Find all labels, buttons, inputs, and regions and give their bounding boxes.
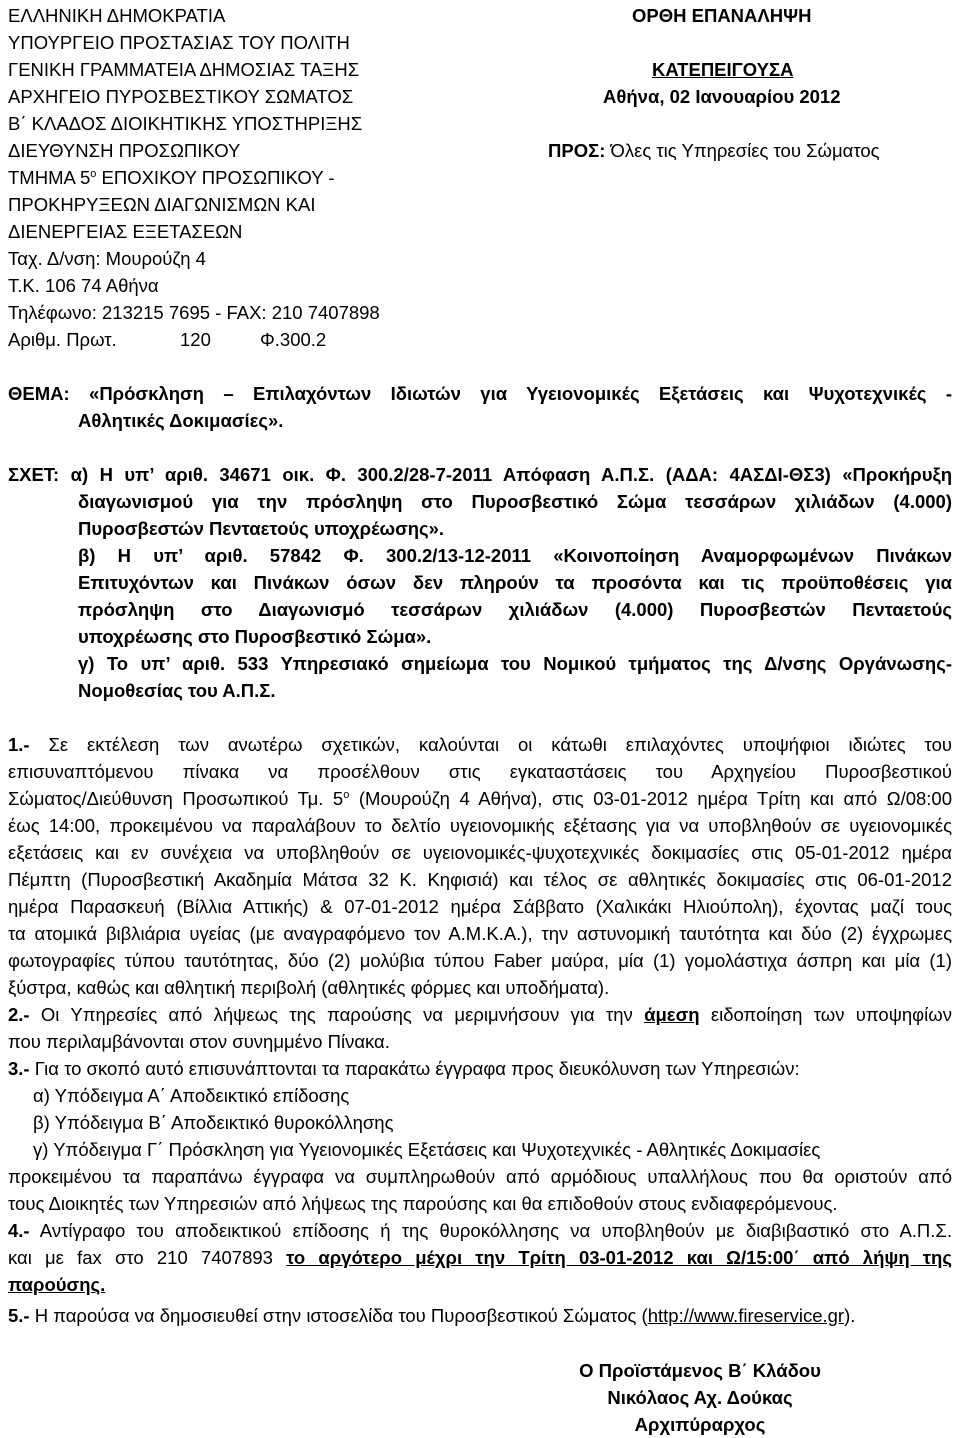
paragraph-line: 5.- Η παρούσα να δημοσιευθεί στην ιστοσελίδα του Πυροσβεστικού Σώματος (http://www.fireservice.gr). bbox=[8, 1305, 856, 1326]
paragraph-line: 3.- Για το σκοπό αυτό επισυνάπτονται τα παρακάτω έγγραφα προς διευκόλυνση των Υπηρεσιών: bbox=[8, 1058, 800, 1079]
paragraph-line: προκειμένου τα παραπάνω έγγραφα να συμπληρωθούν από αρμόδιους υπαλλήλους που θα οριστούν από bbox=[8, 1166, 952, 1187]
paragraph-line: φωτογραφίες τύπου ταυτότητας, δύο (2) μολύβια τύπου Faber μαύρα, μία (1) γομολάστιχα άσπρη και μία (1) bbox=[8, 950, 952, 971]
correct-repeat-label: ΟΡΘΗ ΕΠΑΝΑΛΗΨΗ bbox=[632, 5, 812, 26]
issuer-line: ΠΡΟΚΗΡΥΞΕΩΝ ΔΙΑΓΩΝΙΣΜΩΝ ΚΑΙ bbox=[8, 194, 316, 215]
paragraph-line: ημέρα Παρασκευή (Βίλλια Αττικής) & 07-01-2012 ημέρα Σάββατο (Χαλικάκι Ηλιούπολη), έχοντας μαζί τους bbox=[8, 896, 952, 917]
paragraph-line: 4.- Αντίγραφο του αποδεικτικού επίδοσης ή της θυροκόλλησης να υποβληθούν με διαβιβαστικό στο Α.Π.Σ. bbox=[8, 1220, 952, 1241]
related-b: πρόσληψη στο Διαγωνισμό τεσσάρων χιλιάδων (4.000) Πυροσβεστών Πενταετούς bbox=[78, 599, 952, 620]
subject-line: Αθλητικές Δοκιμασίες». bbox=[78, 410, 284, 431]
issuer-line: Β΄ ΚΛΑΔΟΣ ΔΙΟΙΚΗΤΙΚΗΣ ΥΠΟΣΤΗΡΙΞΗΣ bbox=[8, 113, 363, 134]
paragraph-line: εξετάσεις και εν συνέχεια να υποβληθούν σε υγειονομικές-ψυχοτεχνικές δοκιμασίες στις 05-01-2012 ημέρα bbox=[8, 842, 952, 863]
deadline-emphasis: παρούσης. bbox=[8, 1274, 106, 1295]
issuer-line: ΔΙΕΝΕΡΓΕΙΑΣ ΕΞΕΤΑΣΕΩΝ bbox=[8, 221, 243, 242]
related-b: β) Η υπ’ αριθ. 57842 Φ. 300.2/13-12-2011 «Κοινοποίηση Αναμορφωμένων Πινάκων bbox=[78, 545, 952, 566]
related-a: Πυροσβεστών Πενταετούς υποχρέωσης». bbox=[78, 518, 445, 539]
paragraph-line: και με fax στο 210 7407893 το αργότερο μέχρι την Τρίτη 03-01-2012 και Ω/15:00΄ από λήψη της bbox=[8, 1247, 952, 1268]
deadline-emphasis: το αργότερο μέχρι την Τρίτη 03-01-2012 και Ω/15:00΄ από λήψη της bbox=[286, 1247, 952, 1268]
signature-block bbox=[520, 1357, 880, 1438]
related-c: γ) Το υπ’ αριθ. 533 Υπηρεσιακό σημείωμα του Νομικού τμήματος της Δ/νσης Οργάνωσης- bbox=[78, 653, 952, 674]
urgent-label: ΚΑΤΕΠΕΙΓΟΥΣΑ bbox=[652, 59, 794, 80]
paragraph-line: Σώματος/Διεύθυνση Προσωπικού Τμ. $5^o$ (Μουρούζη 4 Αθήνα), στις 03-01-2012 ημέρα Τρίτη και από Ω/08:00 bbox=[8, 788, 953, 809]
address-line: Ταχ. Δ/νση: Μουρούζη 4 bbox=[8, 248, 206, 269]
issuer-line: ΔΙΕΥΘΥΝΣΗ ΠΡΟΣΩΠΙΚΟΥ bbox=[8, 140, 241, 161]
issuer-line: ΓΕΝΙΚΗ ΓΡΑΜΜΑΤΕΙΑ ΔΗΜΟΣΙΑΣ ΤΑΞΗΣ bbox=[8, 59, 360, 80]
department-line: ΤΜΗΜΑ $5^o$ ΕΠΟΧΙΚΟΥ ΠΡΟΣΩΠΙΚΟΥ - bbox=[8, 167, 335, 188]
signatory-title: Ο Προϊστάμενος Β΄ Κλάδου bbox=[579, 1360, 821, 1381]
related-b: υποχρέωσης στο Πυροσβεστικό Σώμα». bbox=[78, 626, 432, 647]
related-b: Επιτυχόντων και Πινάκων όσων δεν πληρούν τα προσόντα και τις προϋποθέσεις για bbox=[78, 572, 952, 593]
issuer-line: ΥΠΟΥΡΓΕΙΟ ΠΡΟΣΤΑΣΙΑΣ ΤΟΥ ΠΟΛΙΤΗ bbox=[8, 32, 350, 53]
signatory-rank: Αρχιπύραρχος bbox=[634, 1414, 766, 1435]
paragraph-line: τους Διοικητές των Υπηρεσιών από λήψεως της παρούσης και θα επιδοθούν στους ενδιαφερόμενους. bbox=[8, 1193, 838, 1214]
recipient-line: ΠΡΟΣ: Όλες τις Υπηρεσίες του Σώματος bbox=[548, 140, 880, 161]
emphasis-immediate: άμεση bbox=[644, 1004, 700, 1025]
related-c: Νομοθεσίας του Α.Π.Σ. bbox=[78, 680, 276, 701]
postal-line: Τ.Κ. 106 74 Αθήνα bbox=[8, 275, 159, 296]
paragraph-line: έως 14:00, προκειμένου να παραλάβουν το δελτίο υγειονομικής εξέτασης για να υποβληθούν σε υγειονομικές bbox=[8, 815, 952, 836]
phone-line: Τηλέφωνο: 213215 7695 - FAX: 210 7407898 bbox=[8, 302, 380, 323]
attachment-item: β) Υπόδειγμα Β΄ Αποδεικτικό θυροκόλλησης bbox=[33, 1112, 394, 1133]
related-a: διαγωνισμού για την πρόσληψη στο Πυροσβεστικό Σώμα τεσσάρων χιλιάδων (4.000) bbox=[78, 491, 952, 512]
paragraph-line: επισυναπτόμενου πίνακα να προσέλθουν στις εγκαταστάσεις του Αρχηγείου Πυροσβεστικού bbox=[8, 761, 952, 782]
attachment-item: α) Υπόδειγμα Α΄ Αποδεικτικό επίδοσης bbox=[33, 1085, 350, 1106]
protocol-number: 120 bbox=[180, 329, 211, 350]
protocol-label: Αριθμ. Πρωτ. bbox=[8, 329, 117, 350]
date-line: Αθήνα, 02 Ιανουαρίου 2012 bbox=[603, 86, 841, 107]
paragraph-line: τα ατομικά βιβλιάρια υγείας (με αναγραφόμενο τον Α.Μ.Κ.Α.), την αστυνομική ταυτότητα και δύο (2) έγχρωμες bbox=[8, 923, 952, 944]
signatory-name: Νικόλαος Αχ. Δούκας bbox=[607, 1387, 793, 1408]
attachment-item: γ) Υπόδειγμα Γ΄ Πρόσκληση για Υγειονομικές Εξετάσεις και Ψυχοτεχνικές - Αθλητικές Δοκιμασίες bbox=[33, 1139, 821, 1160]
paragraph-line: που περιλαμβάνονται στον συνημμένο Πίνακα. bbox=[8, 1031, 390, 1052]
paragraph-line: 1.- Σε εκτέλεση των ανωτέρω σχετικών, καλούνται οι κάτωθι επιλαχόντες υποψήφιοι ιδιώτες του bbox=[8, 734, 952, 755]
issuer-line: ΑΡΧΗΓΕΙΟ ΠΥΡΟΣΒΕΣΤΙΚΟΥ ΣΩΜΑΤΟΣ bbox=[8, 86, 354, 107]
issuer-line: ΕΛΛΗΝΙΚΗ ΔΗΜΟΚΡΑΤΙΑ bbox=[8, 5, 226, 26]
fireservice-link[interactable]: http://www.fireservice.gr bbox=[647, 1305, 845, 1326]
subject-line: ΘΕΜΑ: «Πρόσκληση – Επιλαχόντων Ιδιωτών για Υγειονομικές Εξετάσεις και Ψυχοτεχνικές - bbox=[8, 383, 952, 404]
paragraph-line: Πέμπτη (Πυροσβεστική Ακαδημία Μάτσα 32 Κ. Κηφισιά) και τέλος σε αθλητικές δοκιμασίες στις 06-01-2012 bbox=[8, 869, 952, 890]
paragraph-line: 2.- Οι Υπηρεσίες από λήψεως της παρούσης να μεριμνήσουν για την άμεση ειδοποίηση των υποψηφίων bbox=[8, 1004, 952, 1025]
paragraph-line: ξύστρα, καθώς και αθλητική περιβολή (αθλητικές φόρμες και υποδήματα). bbox=[8, 977, 610, 998]
protocol-ref: Φ.300.2 bbox=[260, 329, 327, 350]
related-a: ΣΧΕΤ: α) Η υπ’ αριθ. 34671 οικ. Φ. 300.2/28-7-2011 Απόφαση Α.Π.Σ. (ΑΔΑ: 4ΑΣΔΙ-ΘΣ3) «Προκήρυξη bbox=[8, 464, 952, 485]
